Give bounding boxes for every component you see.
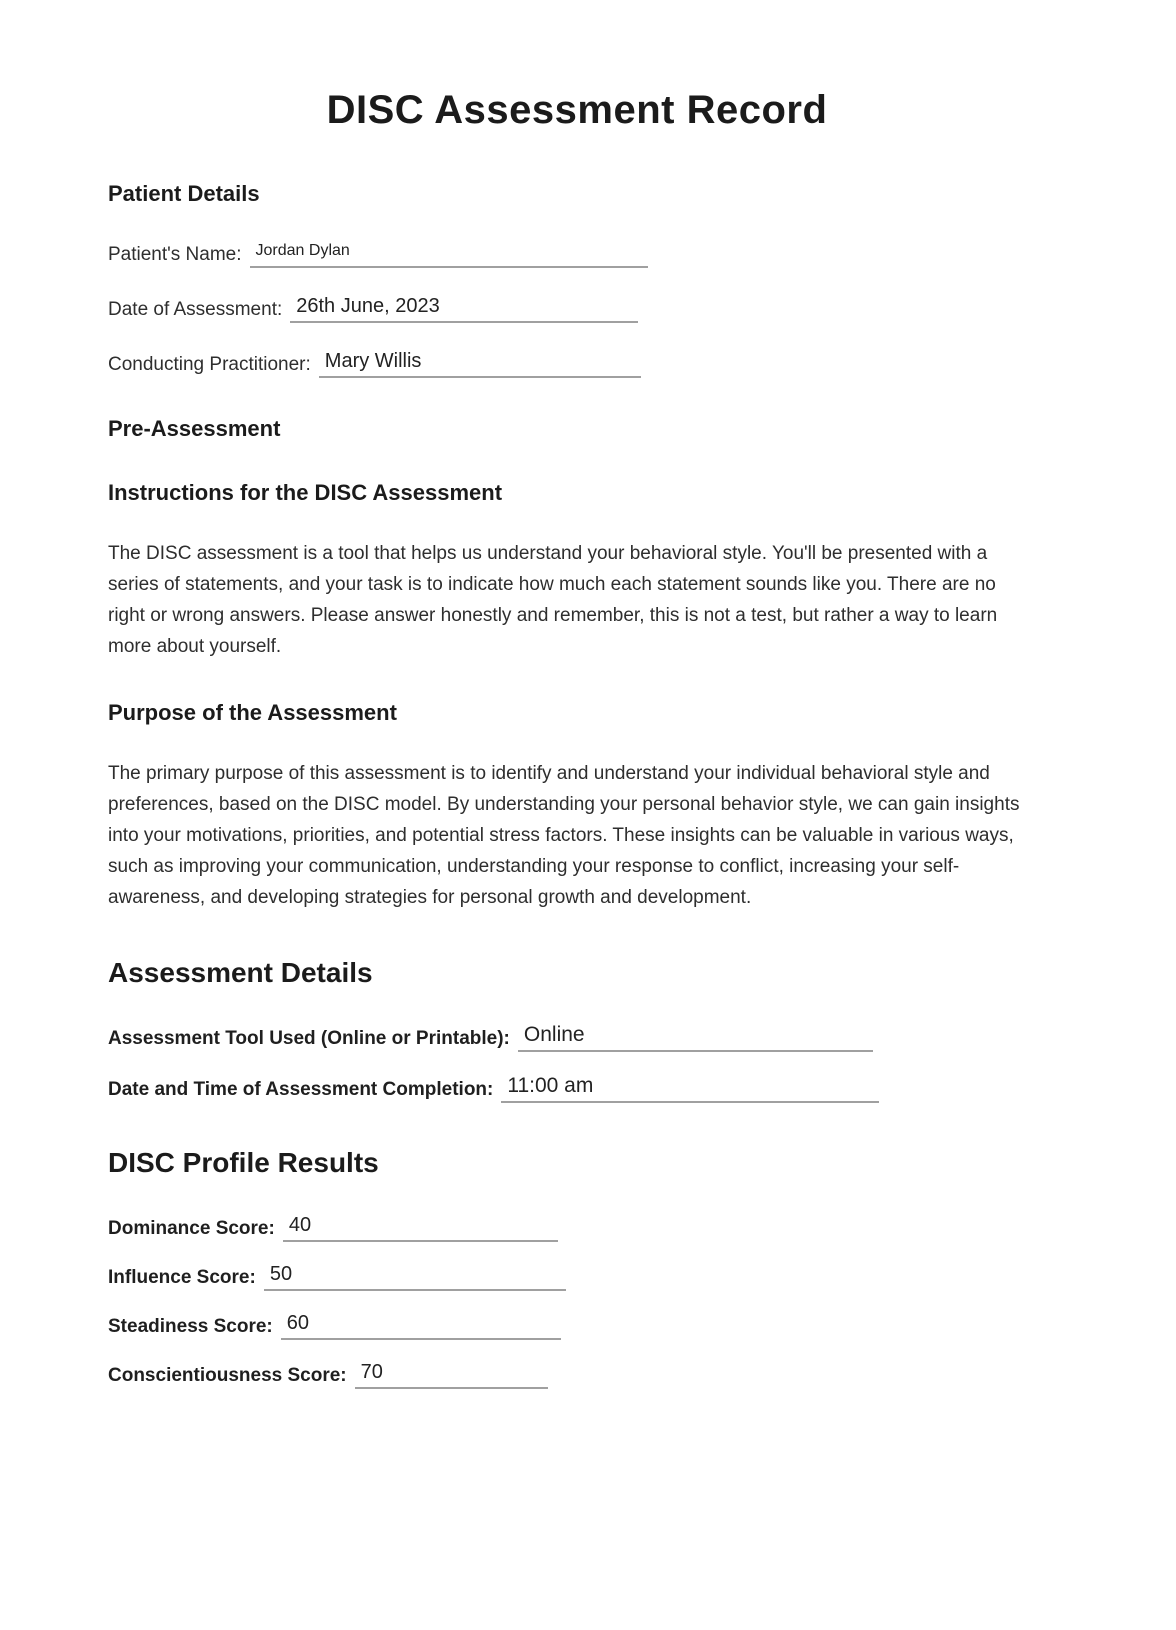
influence-score-row (108, 1262, 1046, 1291)
disc-profile-results-section (108, 1213, 1046, 1389)
purpose-paragraph: The primary purpose of this assessment is to identify and understand your individual behavioral style and preferences, based on the DISC model. By understanding your personal behavior style, we can gain insights into your motivations, priorities, and potential stress factors. These insights can be valuable in various ways, such as improving your communication, understanding your response to conflict, increasing your self-awareness, and developing strategies for personal growth and development. (108, 763, 1020, 908)
steadiness-score-field[interactable]: 60 (281, 1311, 561, 1340)
disc-profile-results-heading: DISC Profile Results (108, 1147, 379, 1178)
patient-details-heading: Patient Details (108, 181, 260, 206)
patient-name-label: Patient's Name: (108, 244, 242, 265)
assessment-date-label: Date of Assessment: (108, 299, 283, 320)
assessment-tool-label: Assessment Tool Used (Online or Printable): (108, 1028, 510, 1049)
patient-name-row (108, 239, 1046, 268)
conscientiousness-score-field[interactable]: 70 (355, 1360, 548, 1389)
assessment-tool-field[interactable]: Online (518, 1023, 873, 1052)
conscientiousness-score-label: Conscientiousness Score: (108, 1365, 347, 1386)
assessment-date-field[interactable]: 26th June, 2023 (290, 294, 638, 323)
conscientiousness-score-row (108, 1360, 1046, 1389)
dominance-score-label: Dominance Score: (108, 1218, 275, 1239)
practitioner-row (108, 349, 1046, 378)
practitioner-field[interactable]: Mary Willis (319, 349, 641, 378)
instructions-heading: Instructions for the DISC Assessment (108, 480, 503, 505)
assessment-date-row (108, 294, 1046, 323)
purpose-heading: Purpose of the Assessment (108, 700, 397, 725)
influence-score-field[interactable]: 50 (264, 1262, 566, 1291)
steadiness-score-row (108, 1311, 1046, 1340)
completion-datetime-field[interactable]: 11:00 am (501, 1074, 879, 1103)
assessment-details-heading: Assessment Details (108, 957, 373, 988)
completion-datetime-row (108, 1074, 1046, 1103)
page-title: DISC Assessment Record (326, 88, 828, 132)
instructions-paragraph: The DISC assessment is a tool that helps us understand your behavioral style. You'll be presented with a series of statements, and your task is to indicate how much each statement sounds like you. There are no right or wrong answers. Please answer honestly and remember, this is not a test, but rather a way to learn more about yourself. (108, 543, 998, 657)
dominance-score-field[interactable]: 40 (283, 1213, 558, 1242)
steadiness-score-label: Steadiness Score: (108, 1316, 273, 1337)
dominance-score-row (108, 1213, 1046, 1242)
pre-assessment-heading: Pre-Assessment (108, 416, 281, 441)
completion-datetime-label: Date and Time of Assessment Completion: (108, 1079, 494, 1100)
assessment-details-section (108, 1023, 1046, 1103)
assessment-tool-row (108, 1023, 1046, 1052)
patient-details-section (108, 239, 1046, 378)
practitioner-label: Conducting Practitioner: (108, 354, 311, 375)
influence-score-label: Influence Score: (108, 1267, 256, 1288)
patient-name-field[interactable]: Jordan Dylan (250, 239, 648, 268)
